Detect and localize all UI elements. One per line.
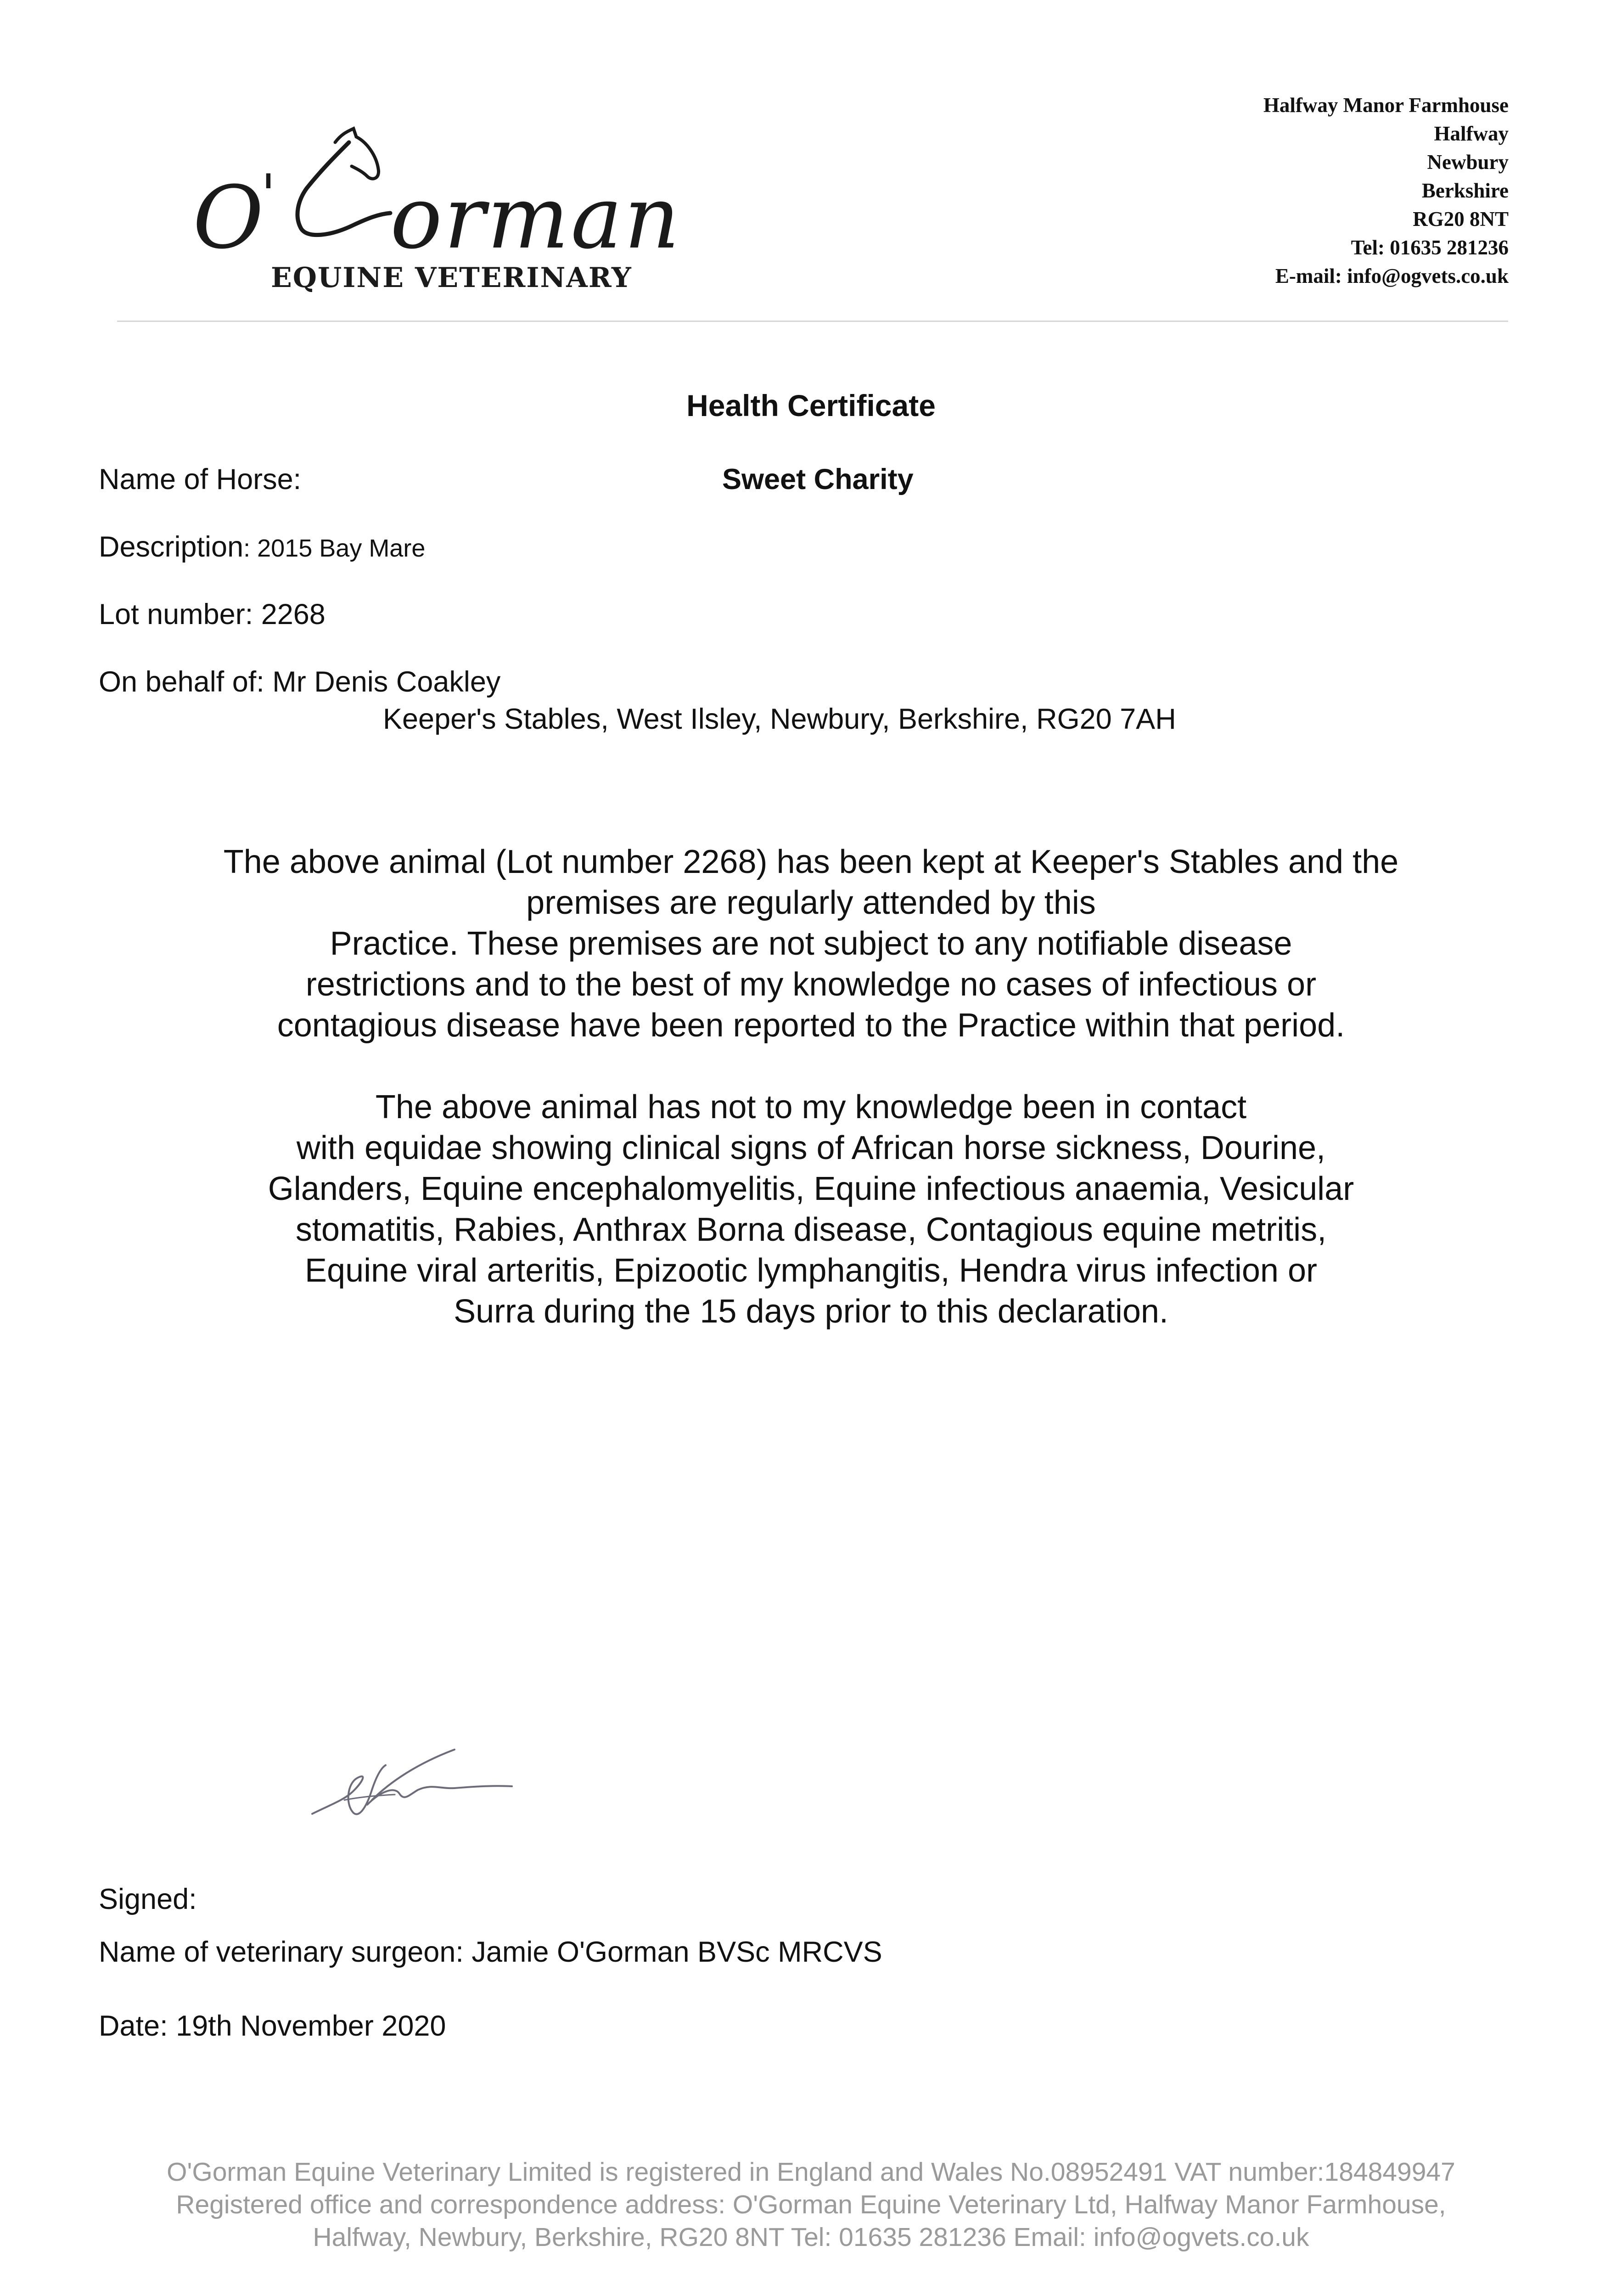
address-line: RG20 8NT [1413,208,1509,231]
company-logo [193,124,682,308]
paragraph-line: The above animal has not to my knowledge been in contact [375,1089,1247,1125]
declaration-paragraph-diseases [0,1087,1622,1332]
page-footer [0,2156,1622,2254]
header-divider [117,321,1508,322]
paragraph-line: Surra during the 15 days prior to this declaration. [454,1293,1168,1330]
horse-name-label: Name of Horse: [99,463,302,495]
footer-line: Halfway, Newbury, Berkshire, RG20 8NT Tel: 01635 281236 Email: info@ogvets.co.uk [313,2223,1309,2252]
address-line: Halfway [1434,122,1509,145]
address-line: Newbury [1427,151,1509,174]
paragraph-line: premises are regularly attended by this [526,884,1096,921]
paragraph-line: Glanders, Equine encephalomyelitis, Equine infectious anaemia, Vesicular [268,1171,1354,1207]
logo-apostrophe: ' [261,163,278,227]
veterinary-surgeon-name: Name of veterinary surgeon: Jamie O'Gorman BVSc MRCVS [99,1936,882,1968]
logo-o-letter: O [193,168,266,268]
description-label: Description [99,531,244,563]
horse-description [99,530,425,563]
signed-label: Signed: [99,1883,197,1915]
declaration-paragraph-premises [0,842,1622,1046]
paragraph-line: with equidae showing clinical signs of African horse sickness, Dourine, [296,1130,1326,1166]
paragraph-line: Practice. These premises are not subject to any notifiable disease [330,925,1292,962]
footer-line: Registered office and correspondence address: O'Gorman Equine Veterinary Ltd, Halfway Manor Farmhouse, [176,2190,1446,2219]
certificate-date: Date: 19th November 2020 [99,2010,446,2042]
logo-orman-text: orman [390,168,682,268]
horse-head-icon [280,124,399,253]
horse-name-value: Sweet Charity [722,463,914,495]
paragraph-line: The above animal (Lot number 2268) has been kept at Keeper's Stables and the [223,844,1399,880]
footer-line: O'Gorman Equine Veterinary Limited is registered in England and Wales No.08952491 VAT number:184849947 [167,2157,1455,2187]
paragraph-line: restrictions and to the best of my knowledge no cases of infectious or [305,966,1317,1003]
address-line: Halfway Manor Farmhouse [1263,94,1509,117]
lot-number: Lot number: 2268 [99,598,326,630]
practice-address [1263,91,1509,290]
logo-subtitle: EQUINE VETERINARY [271,262,632,294]
address-line: Berkshire [1421,179,1509,202]
paragraph-line: Equine viral arteritis, Epizootic lymphangitis, Hendra virus infection or [305,1252,1317,1289]
paragraph-line: stomatitis, Rabies, Anthrax Borna disease, Contagious equine metritis, [295,1211,1327,1248]
address-phone: Tel: 01635 281236 [1351,236,1509,259]
owner-address: Keeper's Stables, West Ilsley, Newbury, Berkshire, RG20 7AH [383,703,1176,735]
paragraph-line: contagious disease have been reported to the Practice within that period. [277,1007,1345,1044]
handwritten-signature [303,1736,519,1828]
description-value: : 2015 Bay Mare [243,535,426,562]
document-title: Health Certificate [686,388,936,422]
address-email: E-mail: info@ogvets.co.uk [1275,264,1509,287]
owner-name: On behalf of: Mr Denis Coakley [99,666,501,698]
